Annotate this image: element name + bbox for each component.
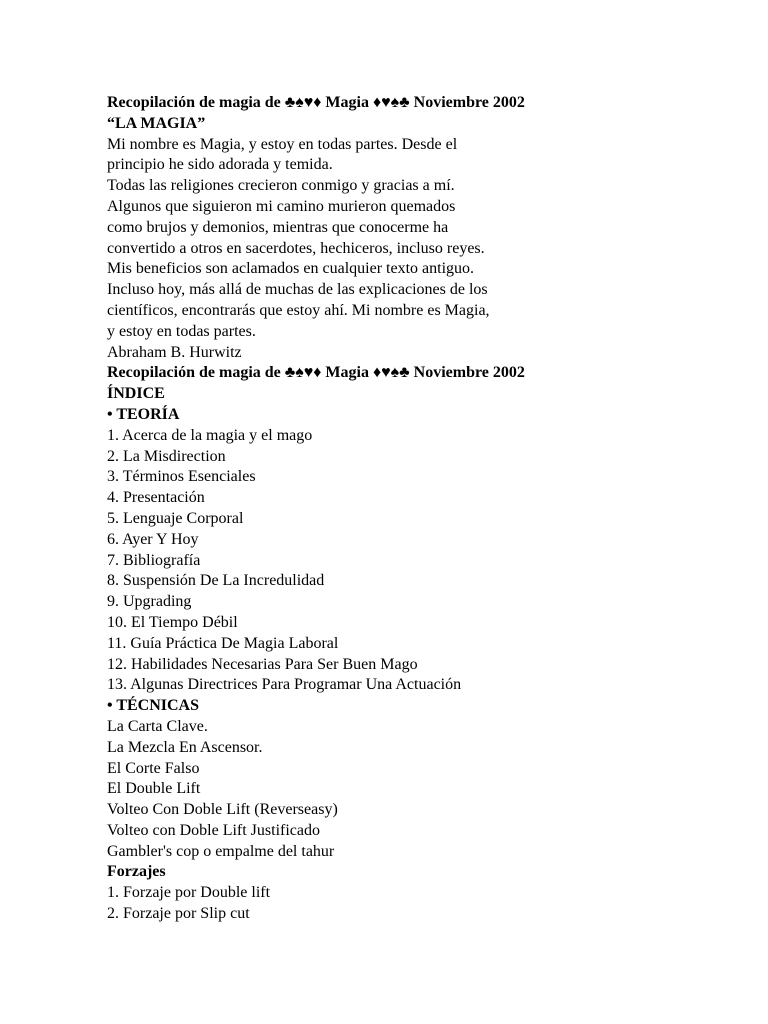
document-header: Recopilación de magia de ♣♠♥♦ Magia ♦♥♠♣ Noviembre 2002	[107, 94, 525, 111]
technique-item: La Carta Clave.	[107, 717, 208, 735]
section-heading-forces: Forzajes	[107, 863, 166, 881]
technique-item: Volteo Con Doble Lift (Reverseasy)	[107, 801, 338, 819]
section-heading-theory: • TEORÍA	[107, 405, 180, 423]
force-item: 1. Forzaje por Double lift	[107, 884, 271, 902]
section-heading-techniques: • TÉCNICAS	[107, 697, 199, 715]
document-page	[107, 93, 727, 925]
poem-title: “LA MAGIA”	[107, 114, 206, 132]
poem-line: y estoy en todas partes.	[107, 322, 256, 340]
poem-line: principio he sido adorada y temida.	[107, 156, 333, 174]
index-item: 4. Presentación	[107, 489, 205, 507]
index-item: 10. El Tiempo Débil	[107, 613, 238, 631]
poem-line: Todas las religiones crecieron conmigo y gracias a mí.	[107, 177, 455, 195]
index-item: 11. Guía Práctica De Magia Laboral	[107, 634, 339, 652]
index-title: ÍNDICE	[107, 385, 165, 403]
index-item: 8. Suspensión De La Incredulidad	[107, 572, 325, 590]
index-item: 1. Acerca de la magia y el mago	[107, 426, 313, 444]
poem-line: convertido a otros en sacerdotes, hechiceros, incluso reyes.	[107, 239, 485, 257]
poem-line: como brujos y demonios, mientras que conocerme ha	[107, 218, 449, 236]
technique-item: El Double Lift	[107, 780, 201, 798]
index-item: 6. Ayer Y Hoy	[107, 530, 199, 548]
poem-author: Abraham B. Hurwitz	[107, 343, 242, 361]
poem-line: científicos, encontrarás que estoy ahí. Mi nombre es Magia,	[107, 301, 490, 319]
index-item: 12. Habilidades Necesarias Para Ser Buen Mago	[107, 655, 418, 673]
index-item: 5. Lenguaje Corporal	[107, 509, 244, 527]
index-item: 3. Términos Esenciales	[107, 468, 256, 486]
index-item: 2. La Misdirection	[107, 447, 226, 465]
index-item: 13. Algunas Directrices Para Programar Una Actuación	[107, 676, 462, 694]
technique-item: La Mezcla En Ascensor.	[107, 738, 263, 756]
poem-line: Incluso hoy, más allá de muchas de las explicaciones de los	[107, 281, 488, 299]
poem-line: Algunos que siguieron mi camino murieron quemados	[107, 197, 456, 215]
technique-item: El Corte Falso	[107, 759, 200, 777]
force-item: 2. Forzaje por Slip cut	[107, 905, 250, 923]
document-header: Recopilación de magia de ♣♠♥♦ Magia ♦♥♠♣ Noviembre 2002	[107, 364, 525, 382]
index-item: 9. Upgrading	[107, 593, 192, 611]
poem-line: Mis beneficios son aclamados en cualquier texto antiguo.	[107, 260, 475, 278]
technique-item: Volteo con Doble Lift Justificado	[107, 821, 320, 839]
technique-item: Gambler's cop o empalme del tahur	[107, 842, 335, 860]
poem-line: Mi nombre es Magia, y estoy en todas partes. Desde el	[107, 135, 458, 153]
index-item: 7. Bibliografía	[107, 551, 201, 569]
